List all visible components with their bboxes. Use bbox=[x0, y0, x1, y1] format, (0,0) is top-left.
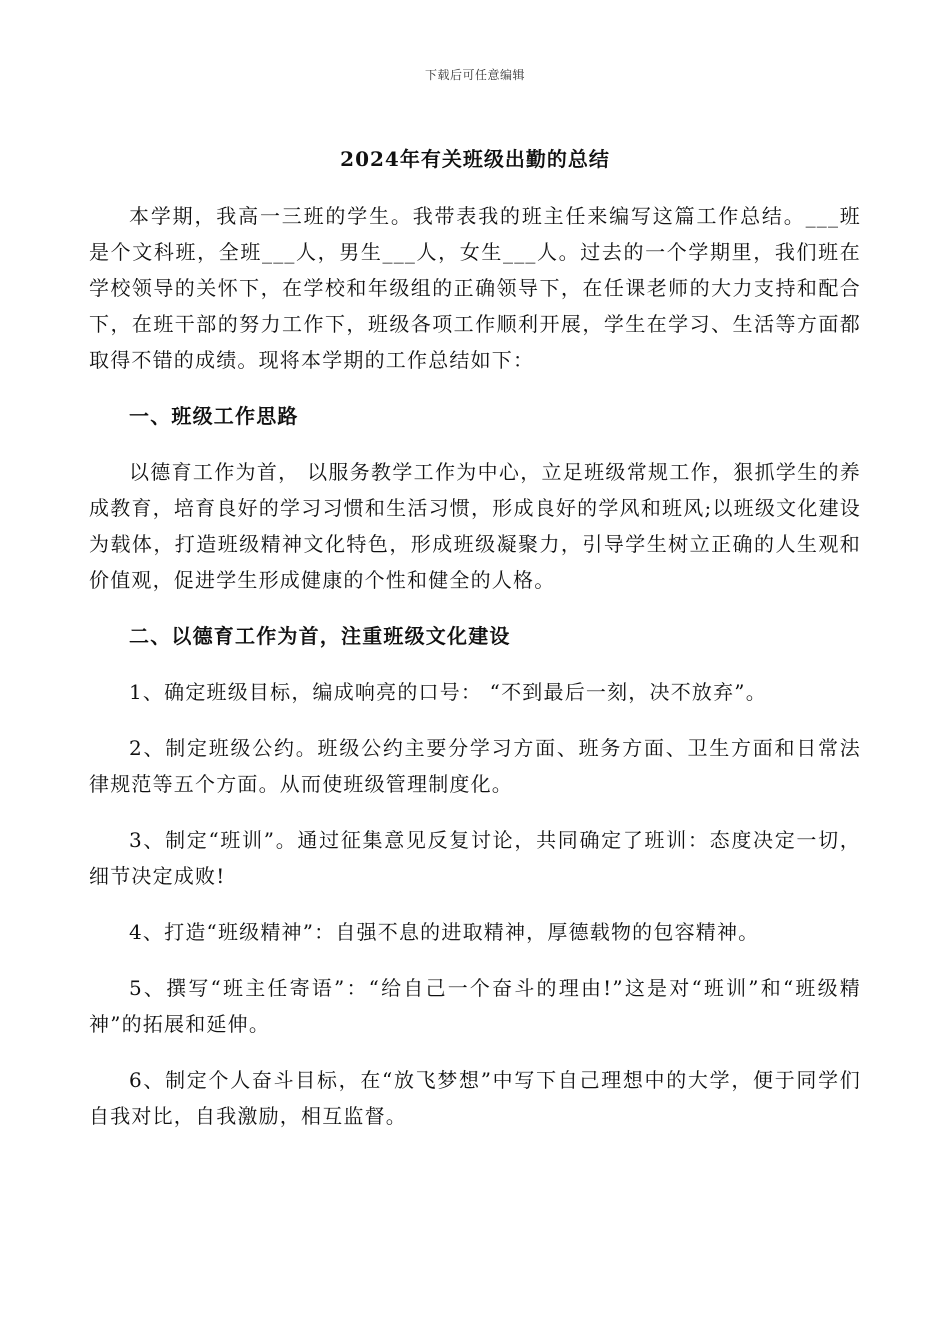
list-item: 2、制定班级公约。班级公约主要分学习方面、班务方面、卫生方面和日常法律规范等五个方面。从而使班级管理制度化。 bbox=[89, 736, 861, 796]
document-title: 2024年有关班级出勤的总结 bbox=[340, 147, 610, 171]
section-heading-1: 一、班级工作思路 bbox=[129, 404, 299, 428]
list-item: 3、制定“班训”。通过征集意见反复讨论，共同确定了班训：态度决定一切，细节决定成败! bbox=[89, 828, 861, 888]
list-item: 4、打造“班级精神”：自强不息的进取精神，厚德载物的包容精神。 bbox=[129, 920, 760, 944]
list-item: 5、撰写“班主任寄语”：“给自己一个奋斗的理由!”这是对“班训”和“班级精神”的拓展和延伸。 bbox=[89, 976, 861, 1036]
document-body bbox=[89, 198, 861, 1154]
intro-paragraph: 本学期，我高一三班的学生。我带表我的班主任来编写这篇工作总结。___班是个文科班，全班___人，男生___人，女生___人。过去的一个学期里，我们班在学校领导的关怀下，在学校和年级组的正确领导下，在任课老师的大力支持和配合下，在班干部的努力工作下，班级各项工作顺利开展，学生在学习、生活等方面都取得不错的成绩。现将本学期的工作总结如下： bbox=[89, 204, 861, 372]
page-header-note: 下载后可任意编辑 bbox=[424, 68, 525, 82]
section-heading-2: 二、以德育工作为首，注重班级文化建设 bbox=[129, 624, 511, 648]
list-item: 1、确定班级目标，编成响亮的口号： “不到最后一刻，决不放弃”。 bbox=[129, 680, 767, 704]
section-1-paragraph: 以德育工作为首， 以服务教学工作为中心，立足班级常规工作，狠抓学生的养成教育，培育良好的学习习惯和生活习惯，形成良好的学风和班风;以班级文化建设为载体，打造班级精神文化特色，形成班级凝聚力，引导学生树立正确的人生观和价值观，促进学生形成健康的个性和健全的人格。 bbox=[89, 460, 861, 592]
list-item: 6、制定个人奋斗目标，在“放飞梦想”中写下自己理想中的大学，便于同学们自我对比，自我激励，相互监督。 bbox=[89, 1068, 861, 1128]
